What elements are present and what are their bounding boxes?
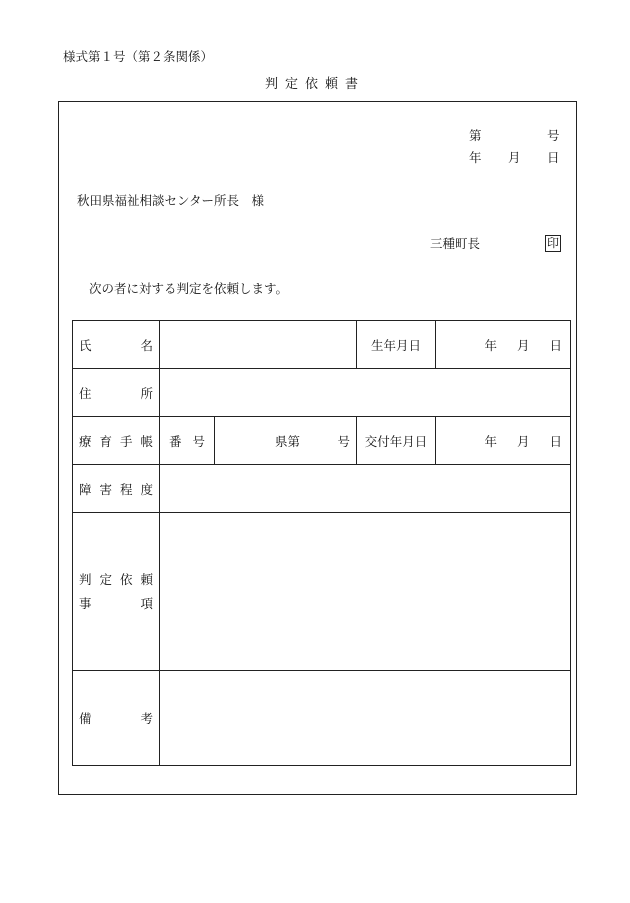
handbook-number-value[interactable]: 県第 号 [215, 417, 357, 465]
dob-label: 生年月日 [357, 321, 436, 369]
address-row [73, 369, 571, 417]
handbook-label: 療 育 手 帳 [73, 417, 160, 465]
address-label: 住 所 [73, 369, 160, 417]
intro-text: 次の者に対する判定を依頼します。 [89, 281, 289, 296]
disability-value[interactable] [160, 465, 571, 513]
remarks-value[interactable] [160, 671, 571, 766]
remarks-label: 備 考 [73, 671, 160, 766]
form-table [72, 320, 571, 766]
number-label: 番 号 [160, 417, 215, 465]
issue-date-value[interactable]: 年 月 日 [436, 417, 571, 465]
name-row [73, 321, 571, 369]
address-value[interactable] [160, 369, 571, 417]
addressee: 秋田県福祉相談センター所長 様 [77, 193, 265, 208]
handbook-row [73, 417, 571, 465]
request-label: 判 定 依 頼 事 項 [73, 513, 160, 671]
doc-date-year: 年 [469, 150, 482, 165]
form-number-label: 様式第１号（第２条関係） [63, 49, 214, 64]
dob-value[interactable]: 年 月 日 [436, 321, 571, 369]
doc-date-day: 日 [547, 150, 560, 165]
issue-date-label: 交付年月日 [357, 417, 436, 465]
request-row [73, 513, 571, 671]
disability-row [73, 465, 571, 513]
document-title: 判定依頼書 [264, 77, 365, 92]
seal-mark: 印 [547, 236, 560, 250]
name-label: 氏 名 [73, 321, 160, 369]
sender-name: 三種町長 [430, 236, 481, 251]
disability-label: 障 害 程 度 [73, 465, 160, 513]
remarks-row [73, 671, 571, 766]
doc-date-month: 月 [508, 150, 521, 165]
name-value[interactable] [160, 321, 357, 369]
doc-number-dai: 第 [469, 128, 482, 143]
doc-number-go: 号 [547, 128, 560, 143]
request-value[interactable] [160, 513, 571, 671]
